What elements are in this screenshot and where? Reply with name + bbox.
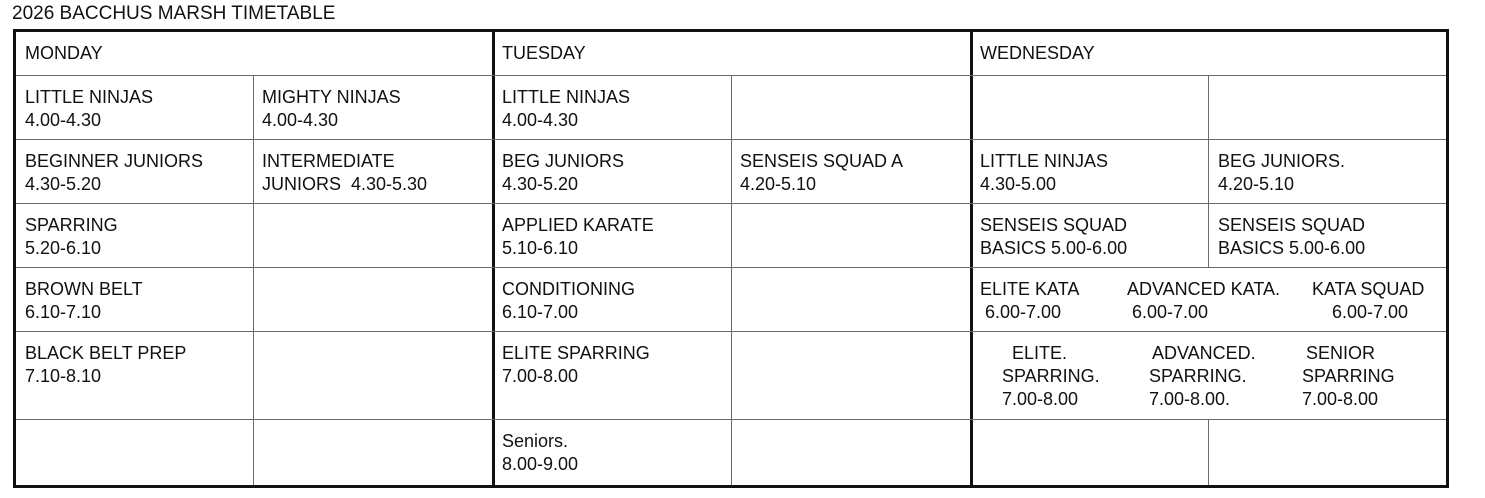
class-time: 4.30-5.20: [502, 174, 579, 194]
class-entry: [25, 278, 143, 324]
class-time: 4.30-5.20: [25, 174, 102, 194]
class-entry: [502, 86, 630, 132]
class-name: BEG JUNIORS: [502, 151, 625, 171]
class-time: 4.20-5.10: [740, 174, 817, 194]
class-name: SPARRING: [25, 215, 118, 235]
class-name: KATA SQUAD: [1312, 279, 1425, 299]
header-monday: MONDAY: [25, 43, 103, 63]
class-time: 8.00-9.00: [502, 454, 579, 474]
class-entry: [1218, 150, 1345, 196]
class-entry: [1302, 342, 1395, 411]
class-name: BLACK BELT PREP: [25, 343, 187, 363]
class-name: ELITE KATA: [980, 279, 1080, 299]
class-entry: [980, 214, 1127, 260]
class-name: ADVANCED KATA.: [1127, 279, 1281, 299]
column-divider-tue-wed: [970, 32, 973, 485]
class-entry: [262, 86, 401, 132]
class-entry: [25, 342, 186, 388]
class-entry: [502, 342, 650, 388]
class-time: 5.20-6.10: [25, 238, 102, 258]
class-name: CONDITIONING: [502, 279, 635, 299]
class-time: 6.00-7.00: [1312, 302, 1409, 322]
class-name: INTERMEDIATE: [262, 151, 395, 171]
header-wednesday: WEDNESDAY: [980, 43, 1095, 63]
class-name: SENSEIS SQUAD: [1218, 215, 1366, 235]
class-time: JUNIORS 4.30-5.30: [262, 174, 428, 194]
class-entry: [1002, 342, 1100, 411]
class-name: BEGINNER JUNIORS: [25, 151, 204, 171]
class-time: 4.30-5.00: [980, 174, 1057, 194]
class-time: 6.00-7.00: [1127, 302, 1209, 322]
class-time: 4.00-4.30: [25, 110, 102, 130]
class-entry: [1127, 278, 1280, 324]
class-entry: [25, 214, 118, 260]
class-time: 7.00-8.00.: [1149, 389, 1231, 409]
class-name: LITTLE NINJAS: [25, 87, 154, 107]
class-entry: [1149, 342, 1256, 411]
class-entry: [980, 278, 1079, 324]
class-entry: [25, 86, 153, 132]
column-line-wednesday: [1208, 75, 1209, 267]
class-name: MIGHTY NINJAS: [262, 87, 401, 107]
class-name: SPARRING: [1302, 366, 1395, 386]
class-time: 4.20-5.10: [1218, 174, 1295, 194]
class-name: ELITE.: [1002, 343, 1068, 363]
class-time: 7.00-8.00: [1002, 389, 1079, 409]
class-name: LITTLE NINJAS: [980, 151, 1109, 171]
header-tuesday: TUESDAY: [502, 43, 586, 63]
timetable-title: 2026 BACCHUS MARSH TIMETABLE: [12, 3, 336, 24]
class-entry: [740, 150, 903, 196]
class-name: APPLIED KARATE: [502, 215, 654, 235]
class-entry: [502, 214, 654, 260]
class-name: SPARRING.: [1002, 366, 1100, 386]
class-entry: [1312, 278, 1424, 324]
class-name: BROWN BELT: [25, 279, 143, 299]
class-time: BASICS 5.00-6.00: [1218, 238, 1366, 258]
class-time: 6.10-7.10: [25, 302, 102, 322]
class-time: 7.00-8.00: [502, 366, 579, 386]
class-time: 4.00-4.30: [262, 110, 339, 130]
class-entry: [502, 430, 578, 476]
class-entry: [502, 278, 635, 324]
class-name: SPARRING.: [1149, 366, 1247, 386]
class-time: 7.00-8.00: [1302, 389, 1379, 409]
class-time: 4.00-4.30: [502, 110, 579, 130]
class-name: ADVANCED.: [1152, 343, 1256, 363]
class-time: 6.10-7.00: [502, 302, 579, 322]
column-line-tuesday: [731, 75, 732, 485]
class-entry: [1218, 214, 1365, 260]
column-line-monday: [253, 75, 254, 485]
class-time: 7.10-8.10: [25, 366, 102, 386]
class-time: BASICS 5.00-6.00: [980, 238, 1128, 258]
class-time: 6.00-7.00: [980, 302, 1062, 322]
class-entry: [502, 150, 624, 196]
timetable-grid: [13, 29, 1449, 488]
class-name: BEG JUNIORS.: [1218, 151, 1346, 171]
column-line-wednesday: [1208, 419, 1209, 485]
class-entry: [980, 150, 1108, 196]
column-divider-mon-tue: [492, 32, 495, 485]
class-name: Seniors.: [502, 431, 569, 451]
class-name: LITTLE NINJAS: [502, 87, 631, 107]
class-entry: [25, 150, 203, 196]
class-name: SENIOR: [1306, 343, 1376, 363]
class-name: ELITE SPARRING: [502, 343, 650, 363]
class-time: 5.10-6.10: [502, 238, 579, 258]
class-entry: [262, 150, 427, 196]
class-name: SENSEIS SQUAD A: [740, 151, 904, 171]
class-name: SENSEIS SQUAD: [980, 215, 1128, 235]
